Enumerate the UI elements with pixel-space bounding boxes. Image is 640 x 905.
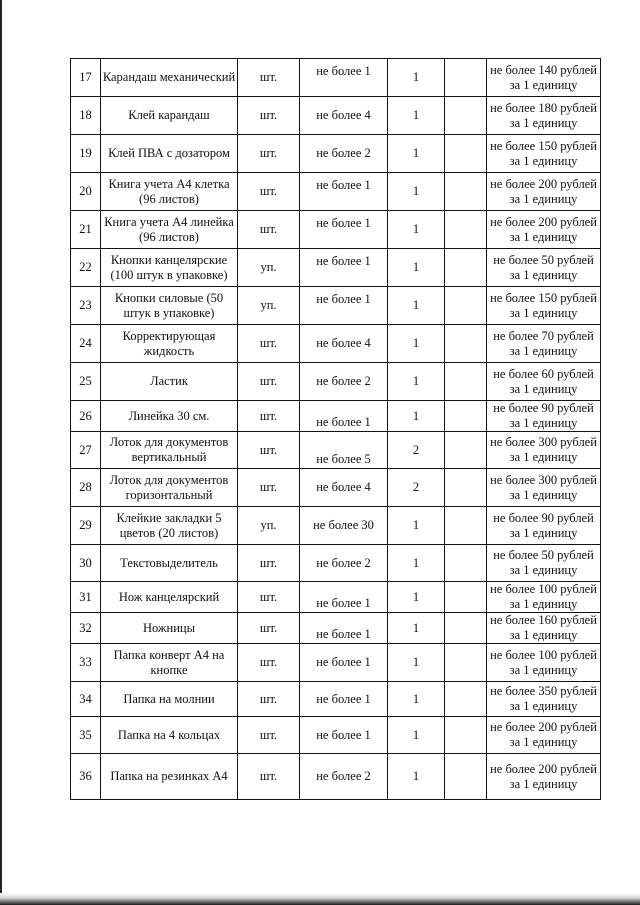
item-name: Ножницы <box>101 613 238 644</box>
table-row <box>71 613 601 644</box>
item-unit: уп. <box>238 287 300 325</box>
item-limit: не более 30 <box>300 507 388 545</box>
row-number: 22 <box>71 249 101 287</box>
row-number: 34 <box>71 682 101 717</box>
scan-left-edge <box>0 0 2 905</box>
item-unit: шт. <box>238 173 300 211</box>
item-limit: не более 1 <box>300 613 388 644</box>
item-limit: не более 1 <box>300 243 388 281</box>
item-unit: шт. <box>238 717 300 754</box>
table-row <box>71 363 601 401</box>
table-row <box>71 325 601 363</box>
item-price: не более 150 рублей за 1 единицу <box>487 287 601 325</box>
table-row <box>71 469 601 507</box>
item-price: не более 300 рублей за 1 единицу <box>487 432 601 469</box>
item-price: не более 60 рублей за 1 единицу <box>487 363 601 401</box>
item-name: Папка на резинках А4 <box>101 754 238 800</box>
item-unit: шт. <box>238 211 300 249</box>
row-number: 33 <box>71 644 101 682</box>
table-row <box>71 644 601 682</box>
item-count: 1 <box>388 754 445 800</box>
item-unit: шт. <box>238 401 300 432</box>
item-count: 1 <box>388 249 445 287</box>
row-number: 25 <box>71 363 101 401</box>
item-price: не более 50 рублей за 1 единицу <box>487 545 601 582</box>
blank-cell <box>445 249 487 287</box>
item-count: 1 <box>388 545 445 582</box>
item-name: Папка на молнии <box>101 682 238 717</box>
table-row <box>71 682 601 717</box>
blank-cell <box>445 754 487 800</box>
item-price: не более 200 рублей за 1 единицу <box>487 754 601 800</box>
item-name: Папка конверт А4 на кнопке <box>101 644 238 682</box>
item-unit: шт. <box>238 363 300 401</box>
item-unit: шт. <box>238 644 300 682</box>
supplies-table-body <box>71 59 601 800</box>
item-count: 1 <box>388 363 445 401</box>
item-name: Книга учета А4 линейка (96 листов) <box>101 211 238 249</box>
item-limit: не более 2 <box>300 363 388 401</box>
row-number: 35 <box>71 717 101 754</box>
item-limit: не более 1 <box>300 401 388 432</box>
blank-cell <box>445 401 487 432</box>
row-number: 18 <box>71 97 101 135</box>
blank-cell <box>445 613 487 644</box>
row-number: 36 <box>71 754 101 800</box>
item-price: не более 300 рублей за 1 единицу <box>487 469 601 507</box>
item-price: не более 160 рублей за 1 единицу <box>487 613 601 644</box>
blank-cell <box>445 644 487 682</box>
item-price: не более 350 рублей за 1 единицу <box>487 682 601 717</box>
item-price: не более 200 рублей за 1 единицу <box>487 173 601 211</box>
item-name: Текстовыделитель <box>101 545 238 582</box>
item-count: 1 <box>388 211 445 249</box>
row-number: 29 <box>71 507 101 545</box>
row-number: 24 <box>71 325 101 363</box>
item-limit: не более 4 <box>300 97 388 135</box>
row-number: 27 <box>71 432 101 469</box>
row-number: 17 <box>71 59 101 97</box>
item-unit: шт. <box>238 582 300 613</box>
item-price: не более 90 рублей за 1 единицу <box>487 401 601 432</box>
item-name: Лоток для документов горизонтальный <box>101 469 238 507</box>
row-number: 20 <box>71 173 101 211</box>
table-row <box>71 401 601 432</box>
item-name: Клей карандаш <box>101 97 238 135</box>
item-limit: не более 1 <box>300 281 388 319</box>
blank-cell <box>445 507 487 545</box>
item-limit: не более 1 <box>300 644 388 682</box>
item-unit: шт. <box>238 325 300 363</box>
row-number: 30 <box>71 545 101 582</box>
table-row <box>71 717 601 754</box>
row-number: 28 <box>71 469 101 507</box>
item-count: 1 <box>388 173 445 211</box>
item-name: Папка на 4 кольцах <box>101 717 238 754</box>
blank-cell <box>445 325 487 363</box>
row-number: 19 <box>71 135 101 173</box>
table-row <box>71 432 601 469</box>
item-name: Лоток для документов вертикальный <box>101 432 238 469</box>
item-name: Клей ПВА с дозатором <box>101 135 238 173</box>
item-count: 1 <box>388 507 445 545</box>
item-unit: шт. <box>238 135 300 173</box>
blank-cell <box>445 682 487 717</box>
item-count: 1 <box>388 325 445 363</box>
item-limit: не более 2 <box>300 545 388 582</box>
item-count: 1 <box>388 97 445 135</box>
item-unit: шт. <box>238 754 300 800</box>
item-name: Нож канцелярский <box>101 582 238 613</box>
table-row <box>71 507 601 545</box>
blank-cell <box>445 135 487 173</box>
item-limit: не более 5 <box>300 432 388 469</box>
item-name: Линейка 30 см. <box>101 401 238 432</box>
blank-cell <box>445 717 487 754</box>
item-count: 1 <box>388 401 445 432</box>
item-unit: шт. <box>238 469 300 507</box>
item-limit: не более 2 <box>300 135 388 173</box>
item-name: Клейкие закладки 5 цветов (20 листов) <box>101 507 238 545</box>
item-price: не более 70 рублей за 1 единицу <box>487 325 601 363</box>
item-count: 2 <box>388 469 445 507</box>
item-price: не более 140 рублей за 1 единицу <box>487 59 601 97</box>
item-count: 1 <box>388 682 445 717</box>
item-limit: не более 4 <box>300 469 388 507</box>
item-limit: не более 1 <box>300 717 388 754</box>
blank-cell <box>445 173 487 211</box>
item-limit: не более 1 <box>300 582 388 613</box>
table-row <box>71 287 601 325</box>
item-price: не более 200 рублей за 1 единицу <box>487 211 601 249</box>
item-name: Карандаш механический <box>101 59 238 97</box>
item-unit: шт. <box>238 59 300 97</box>
item-name: Ластик <box>101 363 238 401</box>
item-count: 2 <box>388 432 445 469</box>
blank-cell <box>445 211 487 249</box>
item-limit: не более 2 <box>300 754 388 800</box>
blank-cell <box>445 97 487 135</box>
item-count: 1 <box>388 717 445 754</box>
item-count: 1 <box>388 135 445 173</box>
row-number: 26 <box>71 401 101 432</box>
item-count: 1 <box>388 287 445 325</box>
row-number: 32 <box>71 613 101 644</box>
supplies-table <box>70 58 601 800</box>
item-limit: не более 4 <box>300 325 388 363</box>
item-price: не более 200 рублей за 1 единицу <box>487 717 601 754</box>
item-price: не более 90 рублей за 1 единицу <box>487 507 601 545</box>
item-count: 1 <box>388 613 445 644</box>
item-unit: шт. <box>238 613 300 644</box>
row-number: 31 <box>71 582 101 613</box>
item-name: Корректирующая жидкость <box>101 325 238 363</box>
item-count: 1 <box>388 644 445 682</box>
item-price: не более 100 рублей за 1 единицу <box>487 644 601 682</box>
item-limit: не более 1 <box>300 53 388 91</box>
table-row <box>71 582 601 613</box>
item-unit: шт. <box>238 682 300 717</box>
item-name: Кнопки канцелярские (100 штук в упаковке) <box>101 249 238 287</box>
table-row <box>71 97 601 135</box>
blank-cell <box>445 363 487 401</box>
table-row <box>71 59 601 97</box>
item-unit: уп. <box>238 249 300 287</box>
item-price: не более 50 рублей за 1 единицу <box>487 249 601 287</box>
item-limit: не более 1 <box>300 205 388 243</box>
item-count: 1 <box>388 59 445 97</box>
item-price: не более 100 рублей за 1 единицу <box>487 582 601 613</box>
blank-cell <box>445 432 487 469</box>
item-unit: шт. <box>238 432 300 469</box>
item-limit: не более 1 <box>300 682 388 717</box>
blank-cell <box>445 59 487 97</box>
item-name: Кнопки силовые (50 штук в упаковке) <box>101 287 238 325</box>
item-unit: шт. <box>238 545 300 582</box>
item-price: не более 180 рублей за 1 единицу <box>487 97 601 135</box>
blank-cell <box>445 469 487 507</box>
item-unit: уп. <box>238 507 300 545</box>
item-name: Книга учета А4 клетка (96 листов) <box>101 173 238 211</box>
table-row <box>71 545 601 582</box>
item-count: 1 <box>388 582 445 613</box>
scan-bottom-edge <box>0 893 640 905</box>
table-row <box>71 754 601 800</box>
blank-cell <box>445 582 487 613</box>
blank-cell <box>445 287 487 325</box>
row-number: 21 <box>71 211 101 249</box>
item-unit: шт. <box>238 97 300 135</box>
item-price: не более 150 рублей за 1 единицу <box>487 135 601 173</box>
item-limit: не более 1 <box>300 167 388 205</box>
row-number: 23 <box>71 287 101 325</box>
blank-cell <box>445 545 487 582</box>
